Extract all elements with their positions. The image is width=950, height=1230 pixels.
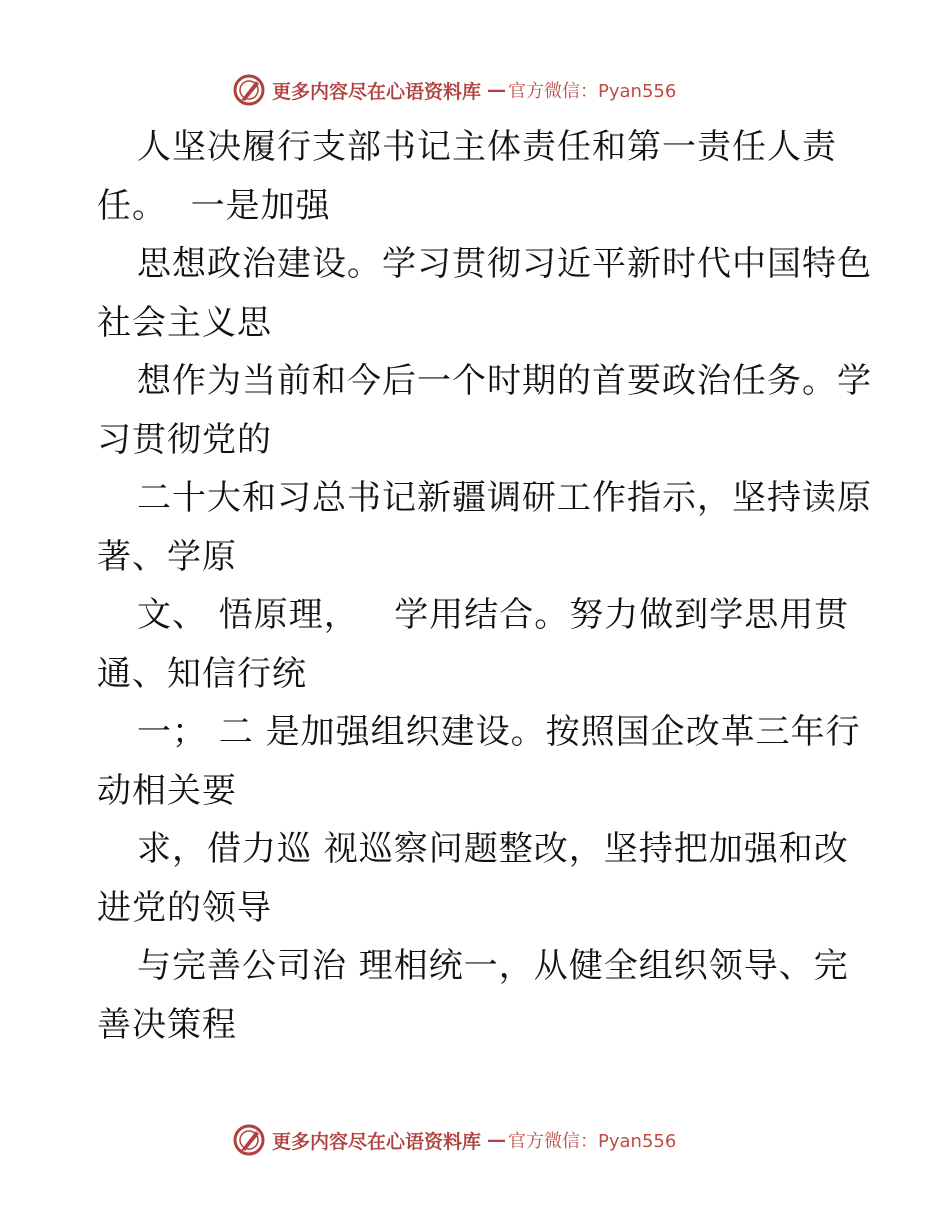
text-line: 与完善公司治 理相统一，从健全组织领导、完: [137, 946, 849, 986]
pen-seal-icon: [232, 73, 266, 107]
text-line: 著、学原: [97, 536, 237, 577]
header-watermark: [232, 72, 676, 108]
text-line: 通、知信行统: [97, 653, 307, 694]
footer-watermark: [232, 1122, 676, 1158]
pen-seal-icon: [232, 1123, 266, 1157]
text-line: 人坚决履行支部书记主体责任和第一责任人责: [137, 127, 837, 167]
watermark-wechat-text: 官方微信：Pyan556: [508, 1131, 677, 1152]
text-line: 习贯彻党的: [97, 419, 272, 460]
text-line: 善决策程: [97, 1004, 237, 1045]
text-line: 想作为当前和今后一个时期的首要政治任务。学: [137, 361, 872, 401]
text-line: 思想政治建设。学习贯彻习近平新时代中国特色: [137, 244, 872, 284]
watermark-wechat-text: 官方微信：Pyan556: [508, 81, 677, 102]
watermark-site-text: 更多内容尽在心语资料库: [272, 1130, 482, 1153]
text-line: 社会主义思: [97, 302, 272, 343]
text-line: 动相关要: [97, 770, 237, 811]
text-line: 任。 一是加强: [97, 185, 331, 226]
text-line: 求，借力巡 视巡察问题整改，坚持把加强和改: [137, 829, 849, 869]
watermark-separator: —: [487, 1129, 507, 1151]
text-line: 二十大和习总书记新疆调研工作指示，坚持读原: [137, 478, 872, 518]
text-line: 一； 二 是加强组织建设。按照国企改革三年行: [137, 712, 861, 752]
watermark-separator: —: [487, 79, 507, 101]
document-body: [97, 118, 872, 1054]
text-line: 进党的领导: [97, 887, 272, 928]
text-line: 文、 悟原理， 学用结合。努力做到学思用贯: [137, 595, 850, 635]
watermark-site-text: 更多内容尽在心语资料库: [272, 80, 482, 103]
